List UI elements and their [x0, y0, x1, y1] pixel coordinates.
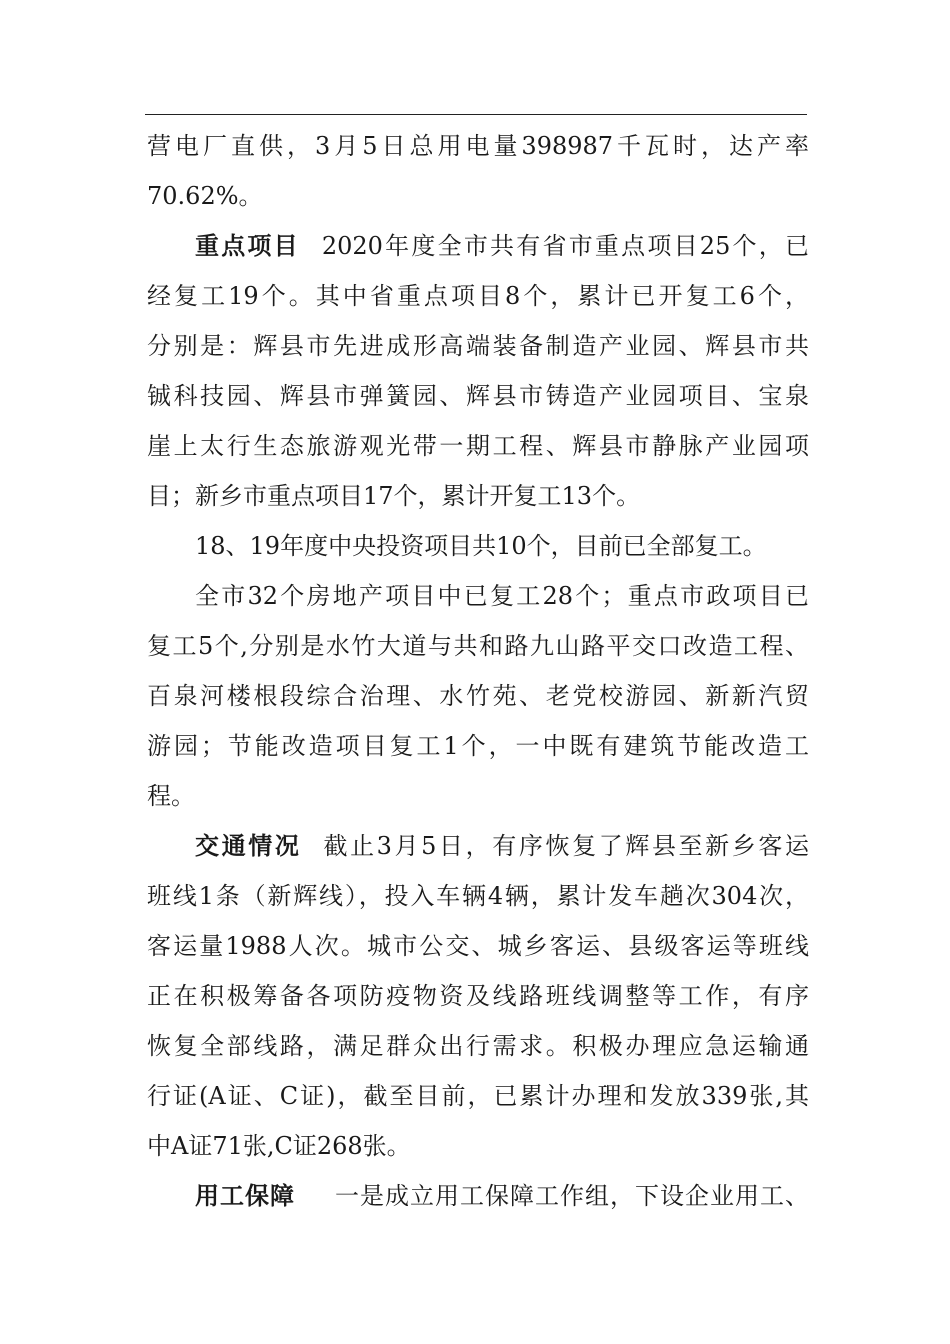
heading-key-projects: 重点项目: [195, 231, 300, 260]
text-line: 程。: [147, 782, 195, 810]
text-line: 分别是：辉县市先进成形高端装备制造产业园、辉县市共: [147, 332, 809, 360]
text-line: 复工5个,分别是水竹大道与共和路九山路平交口改造工程、: [147, 632, 809, 660]
heading-traffic: 交通情况: [195, 831, 302, 860]
text-line: 行证(A证、C证)，截至目前，已累计办理和发放339张,其: [147, 1082, 809, 1110]
text-line: 游园；节能改造项目复工1个，一中既有建筑节能改造工: [147, 732, 809, 760]
text-line: 班线1条（新辉线），投入车辆4辆，累计发车趟次304次，: [147, 882, 809, 910]
text-line: 中A证71张,C证268张。: [147, 1132, 411, 1160]
paragraph-key-projects: [195, 221, 809, 271]
paragraph-traffic: [195, 821, 809, 871]
text-line: 百泉河楼根段综合治理、水竹苑、老党校游园、新新汽贸: [147, 682, 809, 710]
text-line: 经复工19个。其中省重点项目8个，累计已开复工6个，: [147, 282, 809, 310]
text-run: 截止3月5日，有序恢复了辉县至新乡客运: [323, 832, 809, 860]
text-line: 营电厂直供，3月5日总用电量398987千瓦时，达产率: [147, 132, 809, 160]
text-line: 全市32个房地产项目中已复工28个；重点市政项目已: [195, 582, 809, 610]
text-run: 2020年度全市共有省市重点项目25个，已: [321, 232, 809, 260]
text-line: 客运量1988人次。城市公交、城乡客运、县级客运等班线: [147, 932, 809, 960]
heading-employment: 用工保障: [195, 1181, 295, 1210]
text-run: 一是成立用工保障工作组，下设企业用工、: [335, 1182, 809, 1210]
text-line: 恢复全部线路，满足群众出行需求。积极办理应急运输通: [147, 1032, 809, 1060]
text-line: 70.62%。: [147, 182, 263, 210]
text-line: 铖科技园、辉县市弹簧园、辉县市铸造产业园项目、宝泉: [147, 382, 809, 410]
text-line: 崖上太行生态旅游观光带一期工程、辉县市静脉产业园项: [147, 432, 809, 460]
text-line: 18、19年度中央投资项目共10个，目前已全部复工。: [195, 532, 767, 560]
text-line: 正在积极筹备各项防疫物资及线路班线调整等工作，有序: [147, 982, 809, 1010]
header-rule: [145, 114, 807, 115]
paragraph-employment: [195, 1171, 809, 1221]
text-line: 目；新乡市重点项目17个，累计开复工13个。: [147, 482, 641, 510]
